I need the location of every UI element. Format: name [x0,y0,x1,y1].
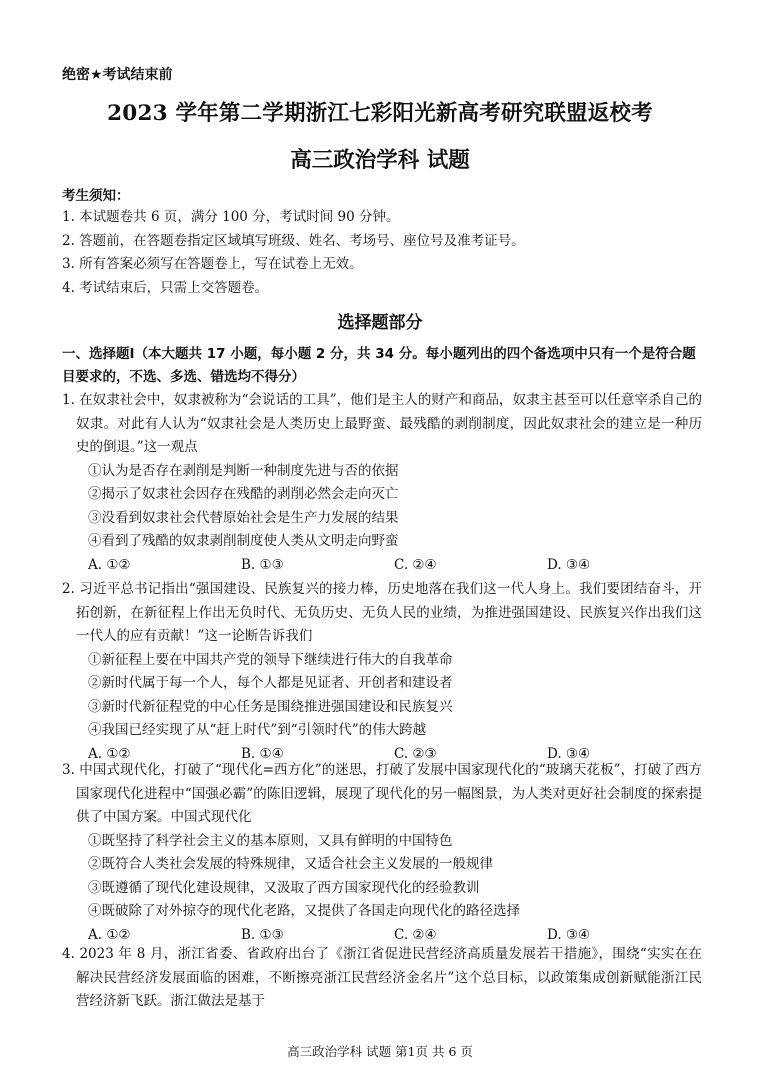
notice-list [62,206,525,300]
notice-item: 4. 考试结束后，只需上交答题卷。 [62,279,269,296]
question-option: ③没看到奴隶社会代替原始社会是生产力发展的结果 [88,509,399,526]
choice-a: A. ①② [88,556,131,573]
question-option: ②既符合人类社会发展的特殊规律，又适合社会主义发展的一般规律 [88,856,493,872]
confidential-label: 绝密★考试结束前 [62,67,173,83]
notice-heading: 考生须知： [62,188,130,204]
question-3 [62,759,702,947]
choice-c: C. ②④ [394,926,437,943]
question-option: ②新时代属于每一个人，每个人都是见证者、开创者和建设者 [88,675,453,691]
question-stem: 1. 在奴隶社会中，奴隶被称为“会说话的工具”，他们是主人的财产和商品，奴隶主甚至可以任意宰杀自己的奴隶。对此有人认为“奴隶社会是人类历史上最野蛮、最残酷的剥削制度，因此奴隶社会的建立是一种历史的倒退。”这一观点 [62,392,702,455]
question-2 [62,578,702,766]
question-option: ④我国已经实现了从“赶上时代”到“引领时代”的伟大跨越 [88,722,427,738]
choice-b: B. ①③ [241,556,284,573]
question-4 [62,943,702,1014]
notice-item: 1. 本试题卷共 6 页，满分 100 分，考试时间 90 分钟。 [62,209,400,225]
choice-c: C. ②④ [394,556,437,573]
question-stem: 4. 2023 年 8 月，浙江省委、省政府出台了《浙江省促进民营经济高质量发展若干措施》，围绕“实实在在解决民营经济发展面临的困难，不断擦亮浙江民营经济金名片”这个总目标，以政策集成创新赋能浙江民营经济新飞跃。浙江做法是基于 [62,946,702,1009]
notice-item: 2. 答题前，在答题卷指定区域填写班级、姓名、考场号、座位号及准考证号。 [62,232,525,249]
question-option: ④既破除了对外掠夺的现代化老路，又提供了各国走向现代化的路径选择 [88,903,520,919]
choice-d: D. ③④ [547,745,591,762]
choice-c: C. ②③ [394,745,437,762]
question-option: ③新时代新征程党的中心任务是围绕推进强国建设和民族复兴 [88,698,453,715]
question-option: ②揭示了奴隶社会因存在残酷的剥削必然会走向灭亡 [88,486,399,502]
notice-item: 3. 所有答案必须写在答题卷上，写在试卷上无效。 [62,256,363,272]
question-1 [62,389,702,577]
choice-d: D. ③④ [547,556,591,573]
choice-a: A. ①② [88,745,131,762]
answer-choices [62,554,702,578]
question-option: ①认为是否存在剥削是判断一种制度先进与否的依据 [88,462,399,479]
question-option: ④看到了残酷的奴隶剥削制度使人类从文明走向野蛮 [88,533,399,549]
choice-b: B. ①③ [241,926,284,943]
part-heading: 一、选择题Ⅰ（本大题共 17 小题，每小题 2 分，共 34 分。每小题列出的四个备选项中只有一个是符合题目要求的，不选、多选、错选均不得分） [62,346,696,385]
question-option: ①新征程上要在中国共产党的领导下继续进行伟大的自我革命 [88,651,453,668]
exam-subtitle: 高三政治学科 试题 [290,148,470,173]
choice-b: B. ①④ [241,745,284,762]
question-stem: 2. 习近平总书记指出“强国建设、民族复兴的接力棒，历史地落在我们这一代人身上。我们要团结奋斗，开拓创新，在新征程上作出无负时代、无负历史、无负人民的业绩，为推进强国建设、民族复兴作出我们这一代人的应有贡献！”这一论断告诉我们 [62,581,702,644]
question-stem: 3. 中国式现代化，打破了“现代化=西方化”的迷思，打破了发展中国家现代化的“玻璃天花板”，打破了西方国家现代化进程中“国强必霸”的陈旧逻辑，展现了现代化的另一幅图景，为人类对更好社会制度的探索提供了中国方案。中国式现代化 [62,762,702,825]
choice-d: D. ③④ [547,926,591,943]
page-footer: 高三政治学科 试题 第1页 共 6 页 [287,1044,473,1059]
exam-title: 2023 学年第二学期浙江七彩阳光新高考研究联盟返校考 [107,101,653,126]
choice-a: A. ①② [88,926,131,943]
question-option: ③既遵循了现代化建设规律，又汲取了西方国家现代化的经验教训 [88,879,480,896]
question-option: ①既坚持了科学社会主义的基本原则，又具有鲜明的中国特色 [88,832,453,849]
section-title: 选择题部分 [337,313,423,333]
